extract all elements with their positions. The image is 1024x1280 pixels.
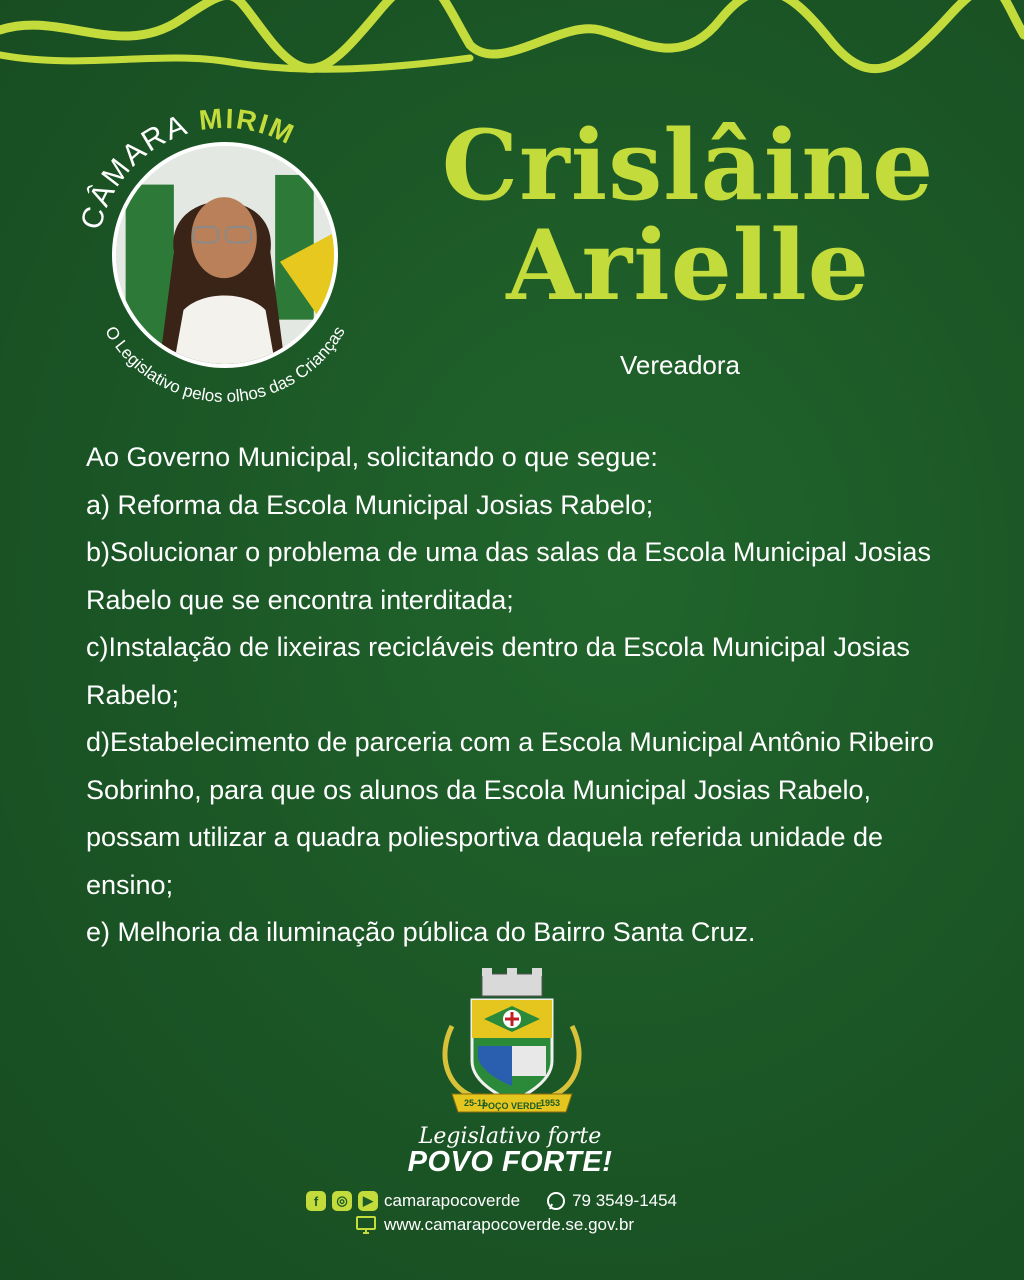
badge-tagline: O Legislativo pelos olhos das Crianças <box>101 322 349 407</box>
instagram-icon[interactable]: ◎ <box>332 1191 352 1211</box>
monitor-icon <box>356 1216 376 1234</box>
footer-social-row <box>306 1187 677 1215</box>
role-label: Vereadora <box>620 350 740 380</box>
whatsapp-icon[interactable] <box>546 1191 566 1211</box>
social-handle[interactable]: camarapocoverde <box>384 1191 521 1210</box>
youtube-icon[interactable]: ▶ <box>358 1191 378 1211</box>
website-link[interactable]: www.camarapocoverde.se.gov.br <box>384 1215 635 1234</box>
decorative-scribble <box>0 0 1024 80</box>
request-item-b: b)Solucionar o problema de uma das salas da Escola Municipal Josias Rabelo que se encontra interditada; <box>86 537 931 615</box>
request-item-d: d)Estabelecimento de parceria com a Escola Municipal Antônio Ribeiro Sobrinho, para que os alunos da Escola Municipal Josias Rabelo, possam utilizar a quadra poliesportiva daquela referida unidade de ensino; <box>86 727 934 900</box>
crest-right-date: 1953 <box>539 1098 560 1108</box>
crest-town: POÇO VERDE <box>481 1101 543 1111</box>
footer-website-row <box>356 1212 634 1238</box>
crest-left-date: 25-11 <box>464 1098 487 1108</box>
phone-number[interactable]: 79 3549-1454 <box>572 1191 678 1210</box>
name-line-1: Crislâine <box>441 109 935 222</box>
slogan-small: Legislativo forte <box>418 1124 602 1149</box>
badge-accent-word: MIRIM <box>197 102 301 151</box>
name-line-2: Arielle <box>506 209 870 322</box>
councillor-name <box>388 109 988 322</box>
request-item-a: a) Reforma da Escola Municipal Josias Rabelo; <box>86 489 654 520</box>
badge-arc-text <box>70 100 380 410</box>
request-intro: Ao Governo Municipal, solicitando o que segue: <box>86 442 658 472</box>
svg-text:CÂMARAMIRIM <box>75 103 300 233</box>
request-item-e: e) Melhoria da iluminação pública do Bairro Santa Cruz. <box>86 917 756 947</box>
request-item-c: c)Instalação de lixeiras recicláveis dentro da Escola Municipal Josias Rabelo; <box>86 632 910 710</box>
slogan-big: POVO FORTE! <box>407 1146 613 1178</box>
svg-text:O Legislativo pelos olhos das <box>101 323 349 406</box>
badge-top-word: CÂMARA <box>74 108 193 234</box>
municipal-crest-icon <box>432 966 592 1126</box>
facebook-icon[interactable]: f <box>306 1191 326 1211</box>
request-text <box>86 434 966 957</box>
camara-mirim-badge <box>70 100 380 410</box>
